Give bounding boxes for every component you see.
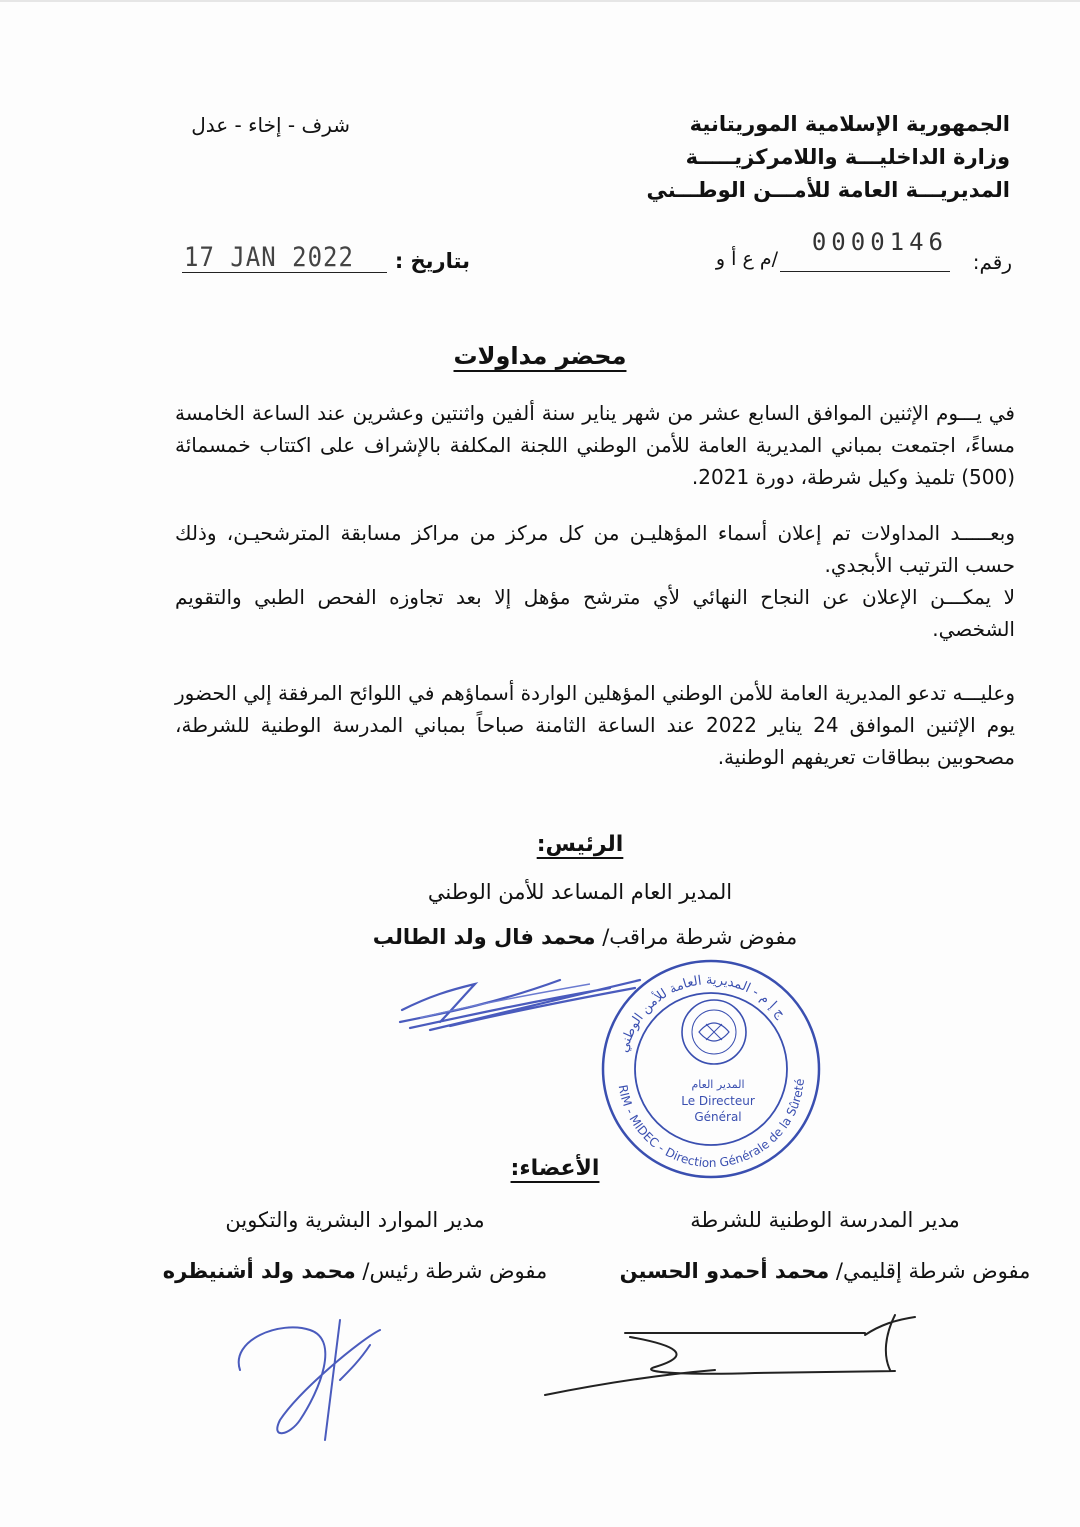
reference-block <box>692 225 1012 275</box>
paragraph-results <box>175 517 1015 645</box>
member-right-title: مدير المدرسة الوطنية للشرطة <box>690 1208 960 1232</box>
member-right-name-line <box>590 1259 1060 1283</box>
official-stamp <box>596 954 826 1184</box>
date-block <box>170 235 470 285</box>
date-underline <box>182 272 387 273</box>
member-left-rank: مفوض شرطة رئيس/ <box>362 1259 548 1283</box>
paragraph-meeting: في يـــوم الإثنين الموافق السابع عشر من شهر يناير سنة ألفين واثنتين وعشرين عند الساعة الخامسة مساءً، اجتمعت بمباني المديرية العامة للأمن الوطني اللجنة المكلفة بالإشراف على اكتتاب خمسمائة (500) تلميذ وكيل شرطة، دورة 2021. <box>175 401 1015 489</box>
member-left-name-line <box>130 1259 580 1283</box>
paragraph-results-announcement: وبعـــــد المداولات تم إعلان أسماء المؤهليـن من كل مركز من مراكز مسابقة المترشحيـن، وذلك حسب الترتيب الأبجدي. <box>175 521 1015 577</box>
reference-suffix: /م ع أ و <box>715 248 778 270</box>
member-right-name: محمد أحمدو الحسين <box>619 1259 830 1283</box>
reference-underline <box>780 271 950 272</box>
document-title-text: محضر مداولات <box>453 342 627 370</box>
stamp-ring-text: ج إ م - المديرية العامة للأمن الوطني <box>616 972 789 1055</box>
country-name: الجمهورية الإسلامية الموريتانية <box>689 112 1010 136</box>
member-left-title: مدير الموارد البشرية والتكوين <box>225 1208 485 1232</box>
reference-number: 0000146 <box>811 228 948 256</box>
date-stamp-value: 17 JAN 2022 <box>184 241 354 273</box>
national-motto: شرف - إخاء - عدل <box>191 113 350 137</box>
stamp-graphic <box>596 954 826 1184</box>
stamp-center-arabic: المدير العام <box>691 1078 745 1091</box>
stamp-bottom-text: RIM - MIDEC - Direction Générale de la Sûreté <box>615 1078 807 1171</box>
member-right-rank: مفوض شرطة إقليمي/ <box>835 1259 1031 1283</box>
president-name-line <box>0 925 1080 949</box>
stamp-center-french-1: Le Directeur <box>681 1094 755 1108</box>
paragraph-convocation: وعليـــه تدعو المديرية العامة للأمن الوطني المؤهلين الواردة أسماؤهم في اللوائح المرفقة إلي الحضور يوم الإثنين الموافق 24 يناير 2022 عند الساعة الثامنة صباحاً بمباني المدرسة الوطنية للشرطة، مصحوبين ببطاقات تعريفهم الوطنية. <box>175 681 1015 769</box>
ministry-name: وزارة الداخليـــة واللامركزيـــــة <box>685 145 1010 169</box>
president-title: المدير العام المساعد للأمن الوطني <box>427 880 733 904</box>
president-heading <box>0 832 1080 857</box>
member-right-signature <box>535 1295 935 1425</box>
stamp-center-french-2: Général <box>694 1110 742 1124</box>
directorate-name: المديريـــة العامة للأمـــن الوطـــني <box>646 178 1010 202</box>
members-heading <box>0 1156 1080 1181</box>
reference-label: رقم: <box>972 250 1012 274</box>
document-title <box>0 342 1080 370</box>
paragraph-results-condition: لا يمكـــن الإعلان عن النجاح النهائي لأي مترشح مؤهل إلا بعد تجاوزه الفحص الطبي والتقويم الشخصي. <box>175 585 1015 641</box>
member-left-signature <box>220 1300 420 1450</box>
member-left-name: محمد ولد أشنيظره <box>162 1259 356 1283</box>
president-rank: مفوض شرطة مراقب/ <box>602 925 798 949</box>
president-name: محمد فال ولد الطالب <box>372 925 596 949</box>
members-heading-text: الأعضاء: <box>510 1156 600 1181</box>
letterhead <box>590 108 1010 207</box>
scan-edge <box>0 0 1080 2</box>
president-heading-text: الرئيس: <box>536 832 624 857</box>
date-label: بتاريخ : <box>394 249 470 273</box>
